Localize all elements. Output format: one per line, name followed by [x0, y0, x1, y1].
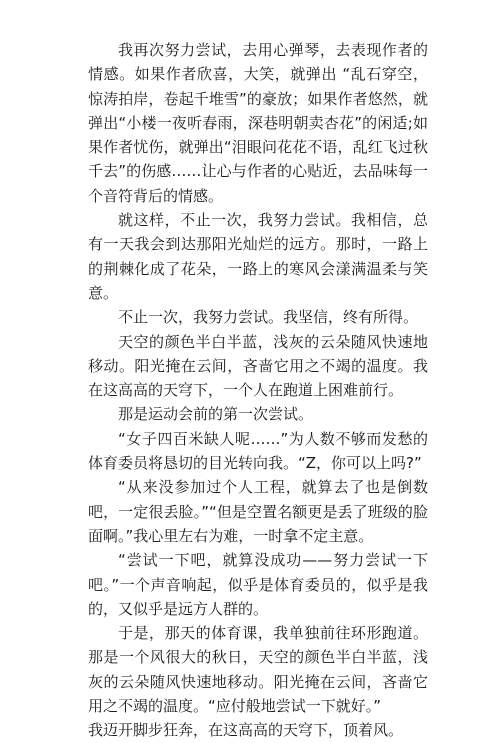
paragraph-2: 就这样，不止一次，我努力尝试。我相信，总有一天我会到达那阳光灿烂的远方。那时，一路上的荆棘化成了花朵，一路上的寒风会漾满温柔与笑意。 — [88, 211, 428, 302]
paragraph-7: “从来没参加过个人工程，就算去了也是倒数吧，一定很丢脸。”“但是空置名额更是丢了班级的脸面啊。”我心里左右为难，一时拿不定主意。 — [88, 478, 428, 545]
paragraph-6: “女子四百米缺人呢……”为人数不够而发愁的体育委员将恳切的目光转向我。“Z，你可以上吗?” — [88, 429, 428, 473]
paragraph-8: “尝试一下吧，就算没成功——努力尝试一下吧。”一个声音响起，似乎是体育委员的，似乎是我的，又似乎是远方人群的。 — [88, 551, 428, 618]
paragraph-5: 那是运动会前的第一次尝试。 — [118, 405, 314, 424]
paragraph-1: 我再次努力尝试，去用心弹琴，去表现作者的情感。如果作者欣喜，大笑，就弹出 “乱石穿空，惊涛拍岸，卷起千堆雪”的豪放；如果作者悠然，就弹出“小楼一夜听春雨，深巷明朝卖杏花”的闲适;如果作者忧伤，就弹出“泪眼问花花不语，乱红飞过秋千去”的伤感……让心与作者的心贴近，去品味每一个音符背后的情感。 — [88, 41, 428, 205]
paragraph-10: 我迈开脚步狂奔，在这高高的天穹下，顶着风。 — [88, 721, 404, 740]
paragraph-4: 天空的颜色半白半蓝，浅灰的云朵随风快速地移动。阳光掩在云间，吝啬它用之不竭的温度。我在这高高的天穹下，一个人在跑道上困难前行。 — [88, 332, 428, 400]
paragraph-9: 于是，那天的体育课，我单独前往环形跑道。那是一个风很大的秋日，天空的颜色半白半蓝，浅灰的云朵随风快速地移动。阳光掩在云间，吝啬它用之不竭的温度。“应付般地尝试一下就好。” — [88, 624, 428, 716]
paragraph-3: 不止一次，我努力尝试。我坚信，终有所得。 — [118, 308, 419, 327]
essay-body — [88, 38, 428, 743]
